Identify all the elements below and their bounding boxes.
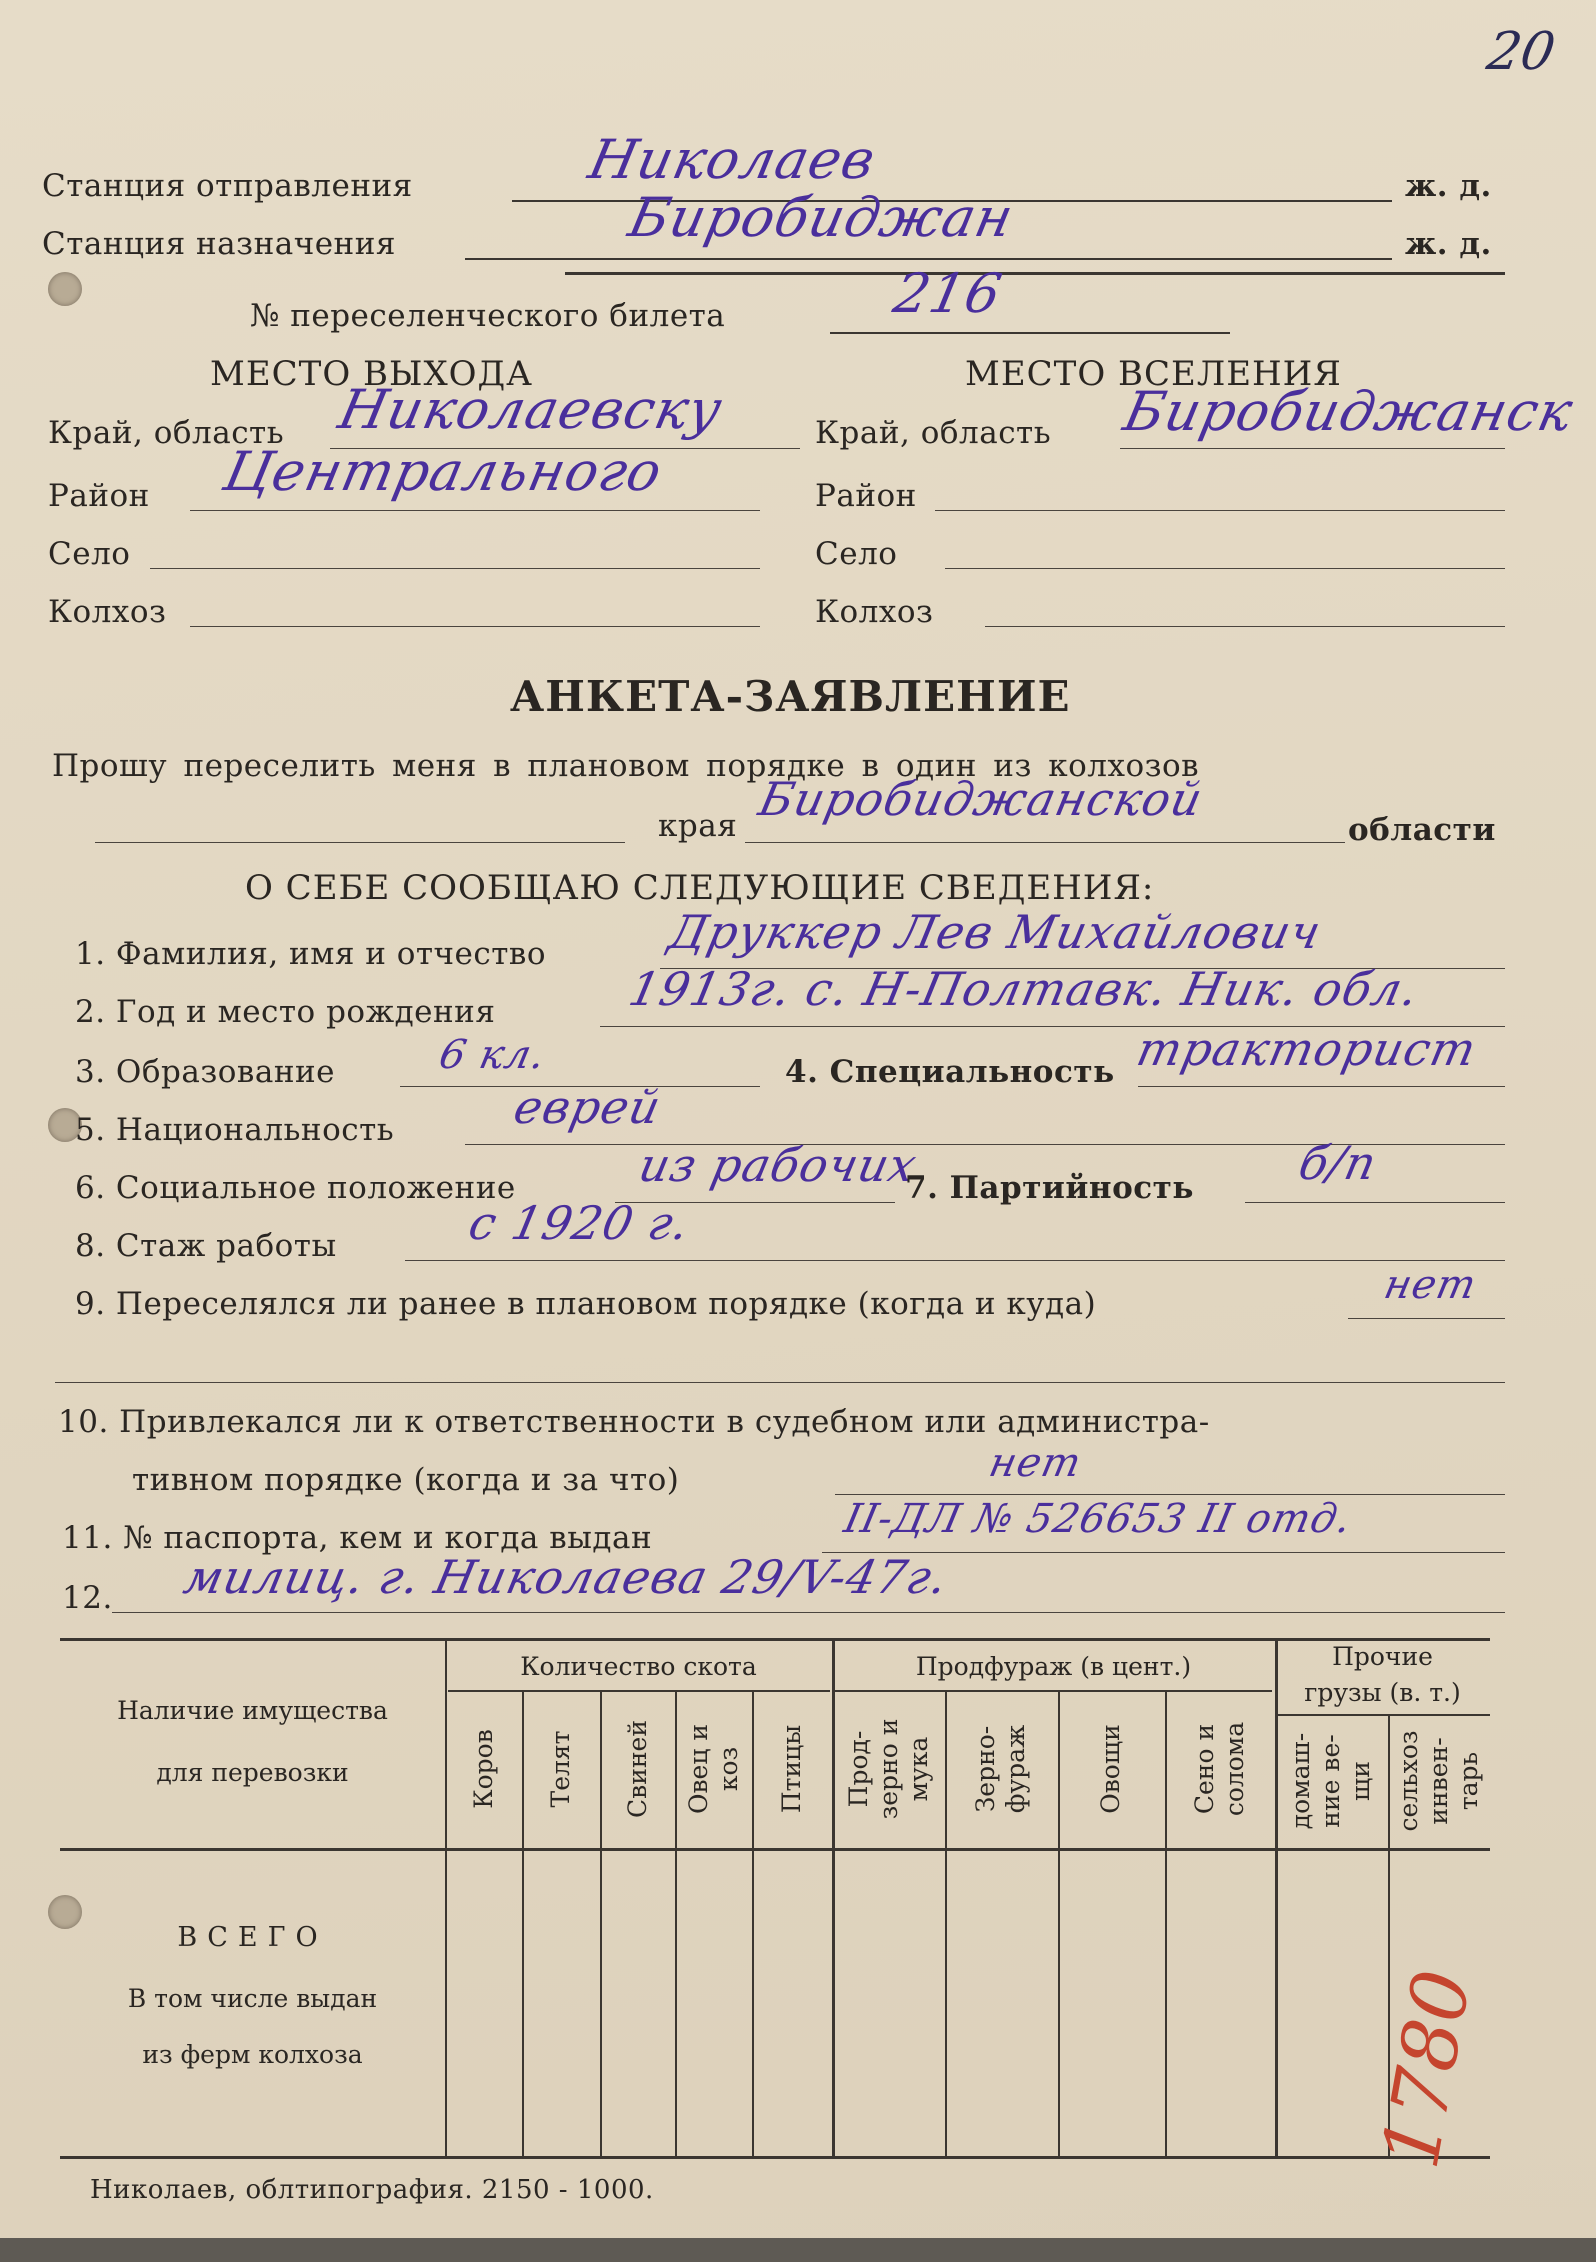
origin-district-line (190, 510, 760, 511)
subtotal-label-b: из ферм колхоза (142, 2040, 363, 2069)
destination-line (465, 258, 1392, 260)
column-farm-tools: сельхоз инвен- тарь (1394, 1730, 1483, 1832)
destination-value: Биробиджан (623, 186, 1020, 249)
field-1-label: 1. Фамилия, имя и отчество (75, 936, 547, 972)
field-10-line (835, 1494, 1505, 1495)
field-7-value: б/п (1294, 1136, 1382, 1190)
red-pencil-mark: 1780 (1365, 1963, 1489, 2175)
table-col-rule (1165, 1690, 1167, 2156)
departure-label: Станция отправления (42, 168, 413, 204)
request-value: Биробиджанской (754, 772, 1208, 826)
field-8-label: 8. Стаж работы (75, 1228, 337, 1264)
origin-district-value: Центрального (218, 440, 668, 503)
form-title: АНКЕТА-ЗАЯВЛЕНИЕ (510, 672, 1071, 721)
row-header-b: для перевозки (156, 1758, 349, 1787)
column-household-items: домаш- ние ве- щи (1286, 1732, 1375, 1830)
table-col-rule (522, 1690, 524, 2156)
origin-region-label: Край, область (48, 415, 285, 451)
destination-rail: ж. д. (1405, 226, 1492, 262)
column-cows: Коров (469, 1729, 498, 1809)
ticket-line (830, 332, 1230, 334)
departure-value: Николаев (583, 128, 882, 191)
field-5-label: 5. Национальность (75, 1112, 395, 1148)
request-kraya: края (658, 808, 738, 844)
origin-district-label: Район (48, 478, 150, 514)
settlement-district-line (935, 510, 1505, 511)
field-6-value: из рабочих (634, 1138, 922, 1192)
table-col-rule (945, 1690, 947, 2156)
field-3-value: 6 кл. (435, 1032, 551, 1078)
field-1-value: Друккер Лев Михайлович (664, 905, 1327, 959)
settlement-village-line (945, 568, 1505, 569)
form-subtitle: О СЕБЕ СООБЩАЮ СЛЕДУЮЩИЕ СВЕДЕНИЯ: (245, 868, 1155, 908)
punch-hole-top (48, 272, 82, 306)
field-8-value: с 1920 г. (464, 1196, 695, 1250)
printer-footer: Николаев, облтипография. 2150 - 1000. (90, 2175, 654, 2205)
row-header-a: Наличие имущества (117, 1696, 388, 1725)
column-hay-straw: Сено и солома (1190, 1721, 1249, 1817)
table-col-rule (752, 1690, 754, 2156)
field-9-label: 9. Переселялся ли ранее в плановом порядке (когда и куда) (75, 1286, 1097, 1322)
field-12-value: милиц. г. Николаева 29/V-47г. (179, 1550, 953, 1604)
ticket-label: № переселенческого билета (250, 298, 726, 334)
field-4-line (1138, 1086, 1505, 1087)
settlement-kolkhoz-label: Колхоз (815, 594, 934, 630)
column-pigs: Свиней (623, 1720, 652, 1818)
settlement-village-label: Село (815, 536, 898, 572)
field-7-line (1245, 1202, 1505, 1203)
field-9-value: нет (1380, 1262, 1481, 1308)
table-group-rule-livestock (448, 1690, 830, 1692)
table-group-rule-feed (835, 1690, 1272, 1692)
field-2-label: 2. Год и место рождения (75, 994, 496, 1030)
field-10-label-a: 10. Привлекался ли к ответственности в судебном или администра- (58, 1404, 1210, 1440)
cargo-table (60, 1638, 1490, 2168)
field-6-label: 6. Социальное положение (75, 1170, 516, 1206)
group-feed: Продфураж (в цент.) (915, 1652, 1192, 1681)
destination-label: Станция назначения (42, 226, 396, 262)
group-livestock: Количество скота (520, 1652, 757, 1681)
table-bottom-rule (60, 2156, 1490, 2159)
table-col-rule (675, 1690, 677, 2156)
table-col-rule (832, 1638, 835, 2156)
group-other-a: Прочие (1332, 1642, 1433, 1671)
settlement-region-label: Край, область (815, 415, 1052, 451)
origin-region-value: Николаевску (333, 378, 729, 441)
field-11-value: II-ДЛ № 526653 II отд. (840, 1496, 1356, 1542)
request-line1: Прошу переселить меня в плановом порядке в один из колхозов (52, 748, 1200, 784)
field-8-line (405, 1260, 1505, 1261)
settlement-kolkhoz-line (985, 626, 1505, 627)
column-food-grain: Прод- зерно и мука (844, 1718, 933, 1820)
field-9-extra-line (55, 1382, 1505, 1383)
field-5-value: еврей (509, 1080, 667, 1134)
field-4-value: тракторист (1132, 1022, 1482, 1076)
settlement-region-line (1120, 448, 1505, 449)
column-calves: Телят (546, 1730, 575, 1808)
settlement-region-value: Биробиджанск (1118, 380, 1579, 443)
origin-heading: МЕСТО ВЫХОДА (210, 354, 533, 394)
request-value-line (745, 842, 1345, 843)
request-blank-line (95, 842, 625, 843)
settlement-district-label: Район (815, 478, 917, 514)
total-label: ВСЕГО (177, 1922, 328, 1953)
origin-village-label: Село (48, 536, 131, 572)
field-4-label: 4. Специальность (785, 1054, 1115, 1090)
column-vegetables: Овощи (1096, 1724, 1125, 1814)
table-col-rule (1058, 1690, 1060, 2156)
table-col-rule (600, 1690, 602, 2156)
field-10-label-b: тивном порядке (когда и за что) (132, 1462, 680, 1498)
destination-line-under (565, 272, 1505, 275)
settlement-heading: МЕСТО ВСЕЛЕНИЯ (965, 354, 1342, 394)
subtotal-label-a: В том числе выдан (127, 1984, 378, 2013)
origin-kolkhoz-line (190, 626, 760, 627)
column-fodder-grain: Зерно- фураж (971, 1724, 1030, 1814)
field-3-label: 3. Образование (75, 1054, 336, 1090)
column-poultry: Птицы (777, 1724, 806, 1814)
ticket-value: 216 (888, 262, 1008, 325)
field-7-label: 7. Партийность (905, 1170, 1194, 1206)
field-12-line (112, 1612, 1505, 1613)
field-12-label: 12. (62, 1580, 113, 1616)
table-group-rule-other (1278, 1714, 1490, 1716)
field-2-value: 1913г. с. Н-Полтавк. Ник. обл. (624, 962, 1424, 1016)
origin-village-line (150, 568, 760, 569)
table-col-rule (1275, 1638, 1278, 2156)
group-other-b: грузы (в. т.) (1304, 1678, 1461, 1707)
field-9-line (1348, 1318, 1505, 1319)
origin-kolkhoz-label: Колхоз (48, 594, 167, 630)
page-number: 20 (1482, 22, 1560, 82)
column-sheep-goats: Овец и коз (684, 1723, 743, 1815)
field-10-value: нет (985, 1440, 1086, 1486)
table-col-rule (445, 1638, 447, 2156)
departure-rail: ж. д. (1405, 168, 1492, 204)
request-oblasti: области (1348, 812, 1496, 848)
field-11-label: 11. № паспорта, кем и когда выдан (62, 1520, 653, 1556)
